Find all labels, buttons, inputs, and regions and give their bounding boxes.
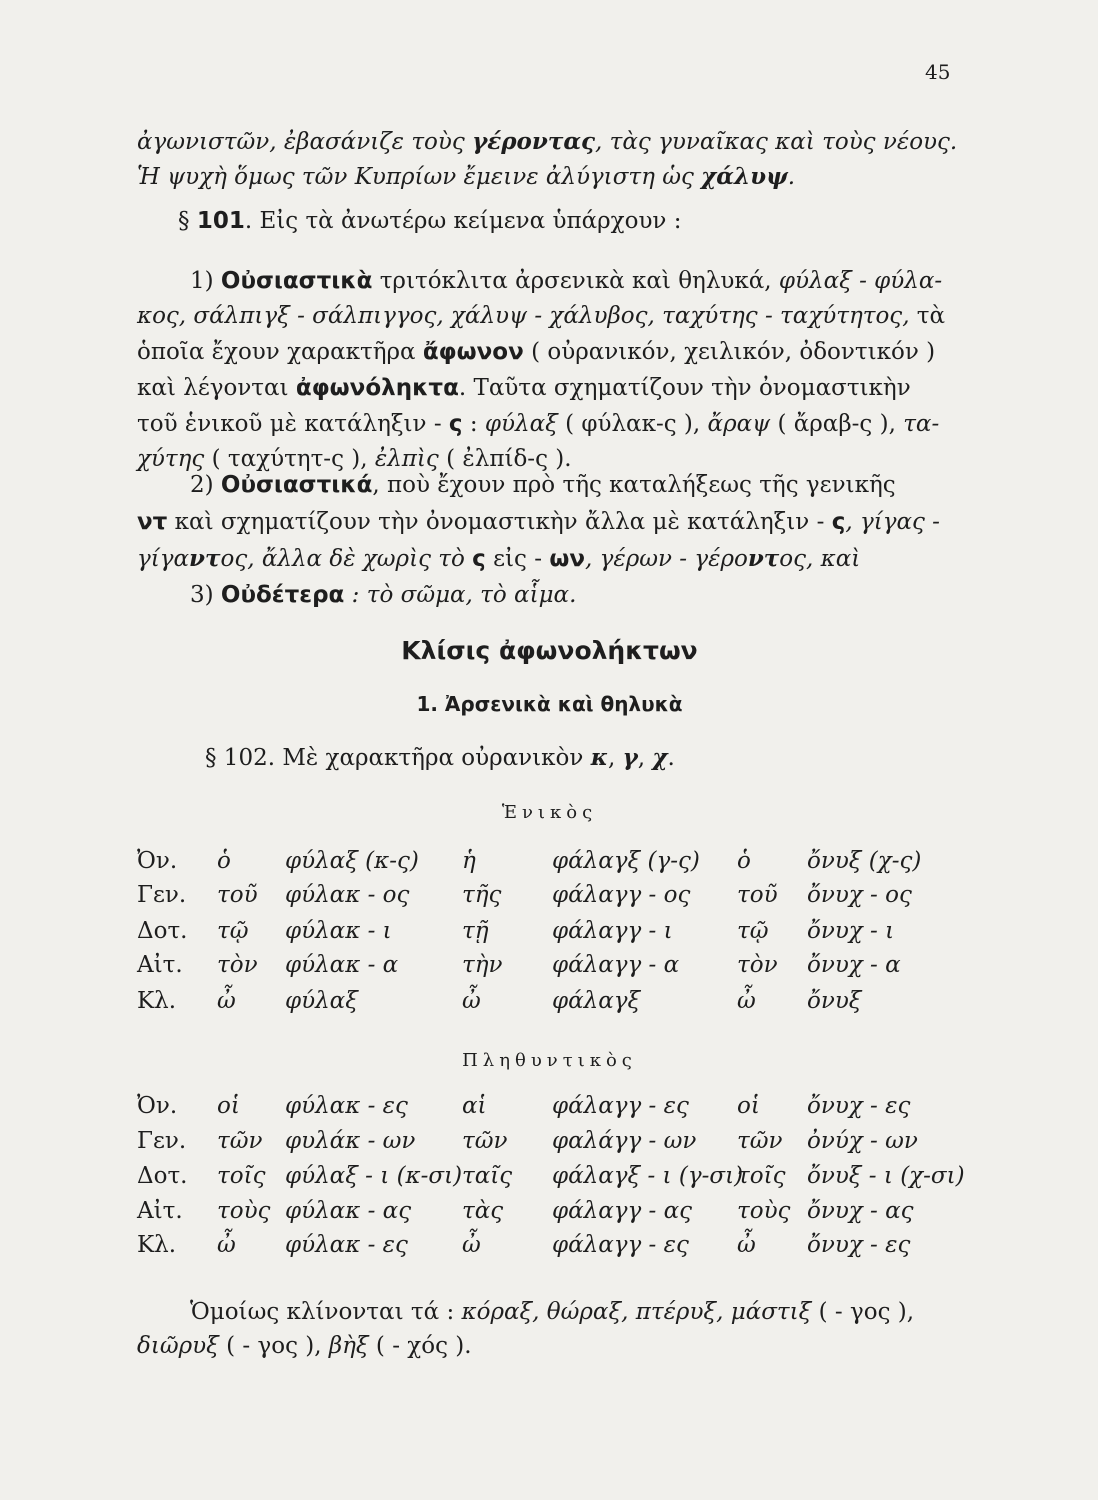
section-heading: Κλίσις ἀφωνολήκτων — [401, 636, 698, 665]
subsection-heading: 1. Ἀρσενικὰ καὶ θηλυκὰ — [416, 692, 683, 716]
plural-label: Πληθυντικὸς — [462, 1050, 637, 1071]
p1-line-5: τοῦ ἑνικοῦ μὲ κατάληξιν - ς : φύλαξ ( φύλακ-ς ), ἄραψ ( ἄραβ-ς ), τα- — [137, 411, 940, 437]
p1-line-2: κος, σάλπιγξ - σάλπιγγος, χάλυψ - χάλυβος, ταχύτης - ταχύτητος, τὰ — [137, 303, 946, 329]
table-row: Γεν. τοῦ φύλακ - ος τῆς φάλαγγ - ος τοῦ ὄνυχ - ος — [137, 882, 912, 908]
table-row: Δοτ. τοῖς φύλαξ - ι (κ-σι) ταῖς φάλαγξ - ι (γ-σι) τοῖς ὄνυξ - ι (χ-σι) — [137, 1163, 965, 1189]
p3-line: 3) Οὐδέτερα : τὸ σῶμα, τὸ αἷμα. — [190, 582, 577, 608]
table-row: Δοτ. τῷ φύλακ - ι τῇ φάλαγγ - ι τῷ ὄνυχ - ι — [137, 918, 895, 944]
table-row: Κλ. ὦ φύλακ - ες ὦ φάλαγγ - ες ὦ ὄνυχ - ες — [137, 1232, 911, 1258]
table-row: Αἰτ. τοὺς φύλακ - ας τὰς φάλαγγ - ας τοὺς ὄνυχ - ας — [137, 1198, 914, 1224]
p1-line-4: καὶ λέγονται ἀφωνόληκτα. Ταῦτα σχηματίζουν τὴν ὀνομαστικὴν — [137, 375, 911, 401]
intro-line-1: ἀγωνιστῶν, ἐβασάνιζε τοὺς γέροντας, τὰς γυναῖκας καὶ τοὺς νέους. — [137, 128, 958, 155]
p1-line-3: ὁποῖα ἔχουν χαρακτῆρα ἄφωνον ( οὐρανικόν, χειλικόν, ὀδοντικόν ) — [137, 339, 936, 365]
page-number: 45 — [925, 60, 951, 84]
table-row: Γεν. τῶν φυλάκ - ων τῶν φαλάγγ - ων τῶν ὀνύχ - ων — [137, 1128, 918, 1154]
table-row: Κλ. ὦ φύλαξ ὦ φάλαγξ ὦ ὄνυξ — [137, 988, 862, 1014]
section-102-heading: § 102. Μὲ χαρακτῆρα οὐρανικὸν κ, γ, χ. — [205, 744, 675, 771]
final-line-2: διῶρυξ ( - γος ), βὴξ ( - χός ). — [137, 1333, 472, 1359]
table-row: Ὀν. οἱ φύλακ - ες αἱ φάλαγγ - ες οἱ ὄνυχ - ες — [137, 1093, 911, 1119]
table-row: Αἰτ. τὸν φύλακ - α τὴν φάλαγγ - α τὸν ὄνυχ - α — [137, 952, 901, 978]
section-101-heading: § 101. Εἰς τὰ ἀνωτέρω κείμενα ὑπάρχουν : — [178, 208, 682, 234]
table-row: Ὀν. ὁ φύλαξ (κ-ς) ἡ φάλαγξ (γ-ς) ὁ ὄνυξ (χ-ς) — [137, 848, 922, 874]
singular-label: Ἑνικὸς — [501, 802, 598, 823]
p1-line-1: 1) Οὐσιαστικὰ τριτόκλιτα ἀρσενικὰ καὶ θηλυκά, φύλαξ - φύλα- — [190, 268, 943, 294]
p2-line-3: γίγαντος, ἄλλα δὲ χωρὶς τὸ ς εἰς - ων, γέρων - γέροντος, καὶ — [137, 545, 861, 572]
final-line-1: Ὁμοίως κλίνονται τά : κόραξ, θώραξ, πτέρυξ, μάστιξ ( - γος ), — [190, 1299, 915, 1325]
p2-line-1: 2) Οὐσιαστικά, ποὺ ἔχουν πρὸ τῆς καταλήξεως τῆς γενικῆς — [190, 472, 896, 498]
intro-line-2: Ἡ ψυχὴ ὅμως τῶν Κυπρίων ἔμεινε ἀλύγιστη ὡς χάλυψ. — [137, 163, 796, 190]
p2-line-2: ντ καὶ σχηματίζουν τὴν ὀνομαστικὴν ἄλλα μὲ κατάληξιν - ς, γίγας - — [137, 509, 940, 535]
p1-line-6: χύτης ( ταχύτητ-ς ), ἐλπὶς ( ἐλπίδ-ς ). — [137, 446, 572, 472]
